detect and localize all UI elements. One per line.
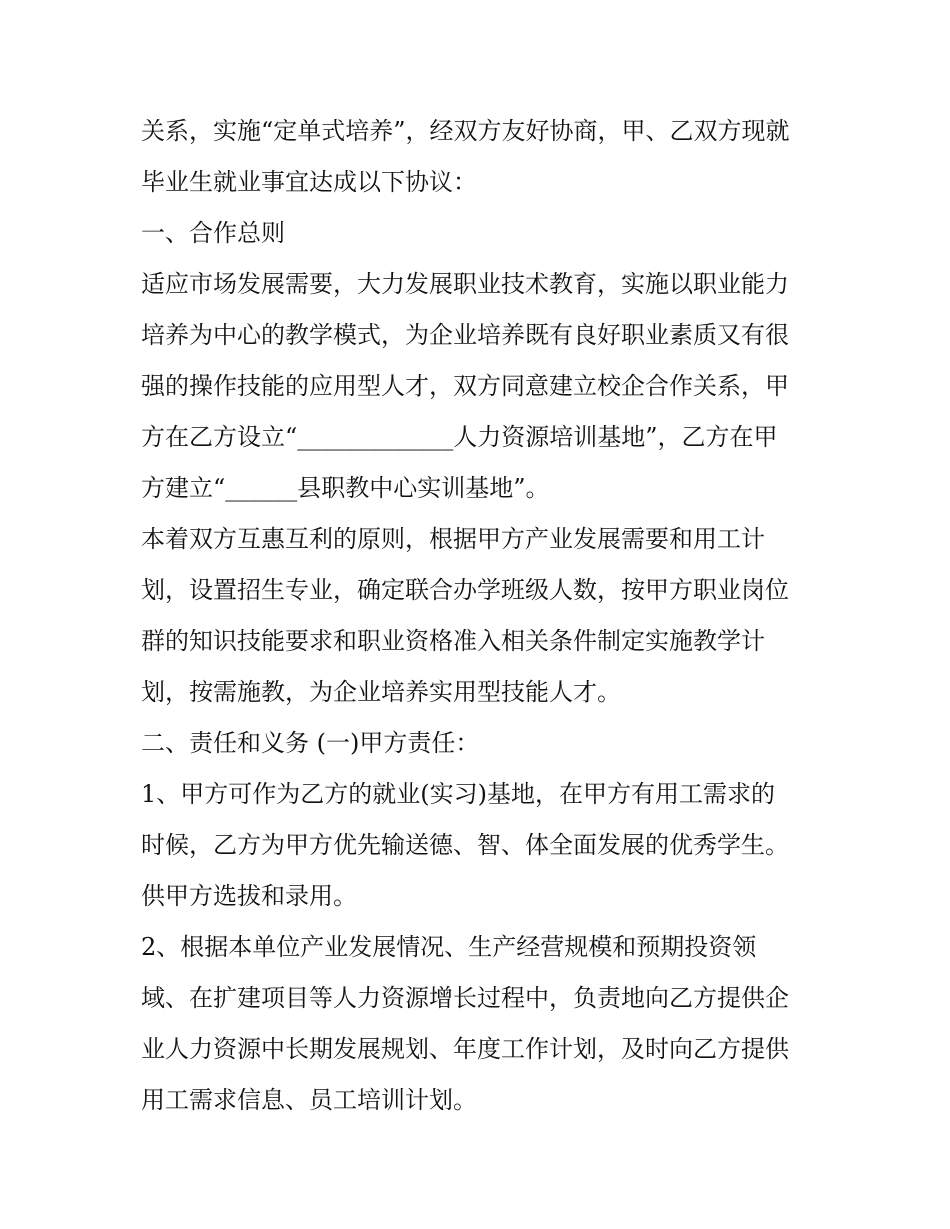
section-heading: 二、责任和义务 (一)甲方责任：	[141, 729, 480, 757]
text-line: 供甲方选拔和录用。	[141, 882, 357, 910]
text-line: 2、根据本单位产业发展情况、生产经营规模和预期投资领	[141, 933, 757, 961]
text-line: 域、在扩建项目等人力资源增长过程中，负责地向乙方提供企	[141, 984, 789, 1012]
document-body	[141, 106, 821, 1126]
text-line: 适应市场发展需要，大力发展职业技术教育，实施以职业能力	[141, 270, 789, 298]
text-line: 用工需求信息、员工培训计划。	[141, 1086, 477, 1114]
text-line: 划，按需施教，为企业培养实用型技能人才。	[141, 678, 621, 706]
text-line: 方建立“______县职教中心实训基地”。	[141, 474, 550, 502]
text-line: 关系，实施“定单式培养”，经双方友好协商，甲、乙双方现就	[141, 117, 790, 145]
text-line: 强的操作技能的应用型人才，双方同意建立校企合作关系，甲	[141, 372, 789, 400]
text-line: 方在乙方设立“_____________人力资源培训基地”，乙方在甲	[141, 423, 778, 451]
text-line: 业人力资源中长期发展规划、年度工作计划，及时向乙方提供	[141, 1035, 789, 1063]
section-heading: 一、合作总则	[141, 219, 285, 247]
text-line: 群的知识技能要求和职业资格准入相关条件制定实施教学计	[141, 627, 765, 655]
text-line: 本着双方互惠互利的原则，根据甲方产业发展需要和用工计	[141, 525, 765, 553]
text-line: 毕业生就业事宜达成以下协议：	[141, 168, 477, 196]
text-line: 划，设置招生专业，确定联合办学班级人数，按甲方职业岗位	[141, 576, 789, 604]
text-line: 1、甲方可作为乙方的就业(实习)基地，在甲方有用工需求的	[141, 780, 775, 808]
text-line: 培养为中心的教学模式，为企业培养既有良好职业素质又有很	[141, 321, 789, 349]
text-line: 时候，乙方为甲方优先输送德、智、体全面发展的优秀学生。	[141, 831, 789, 859]
